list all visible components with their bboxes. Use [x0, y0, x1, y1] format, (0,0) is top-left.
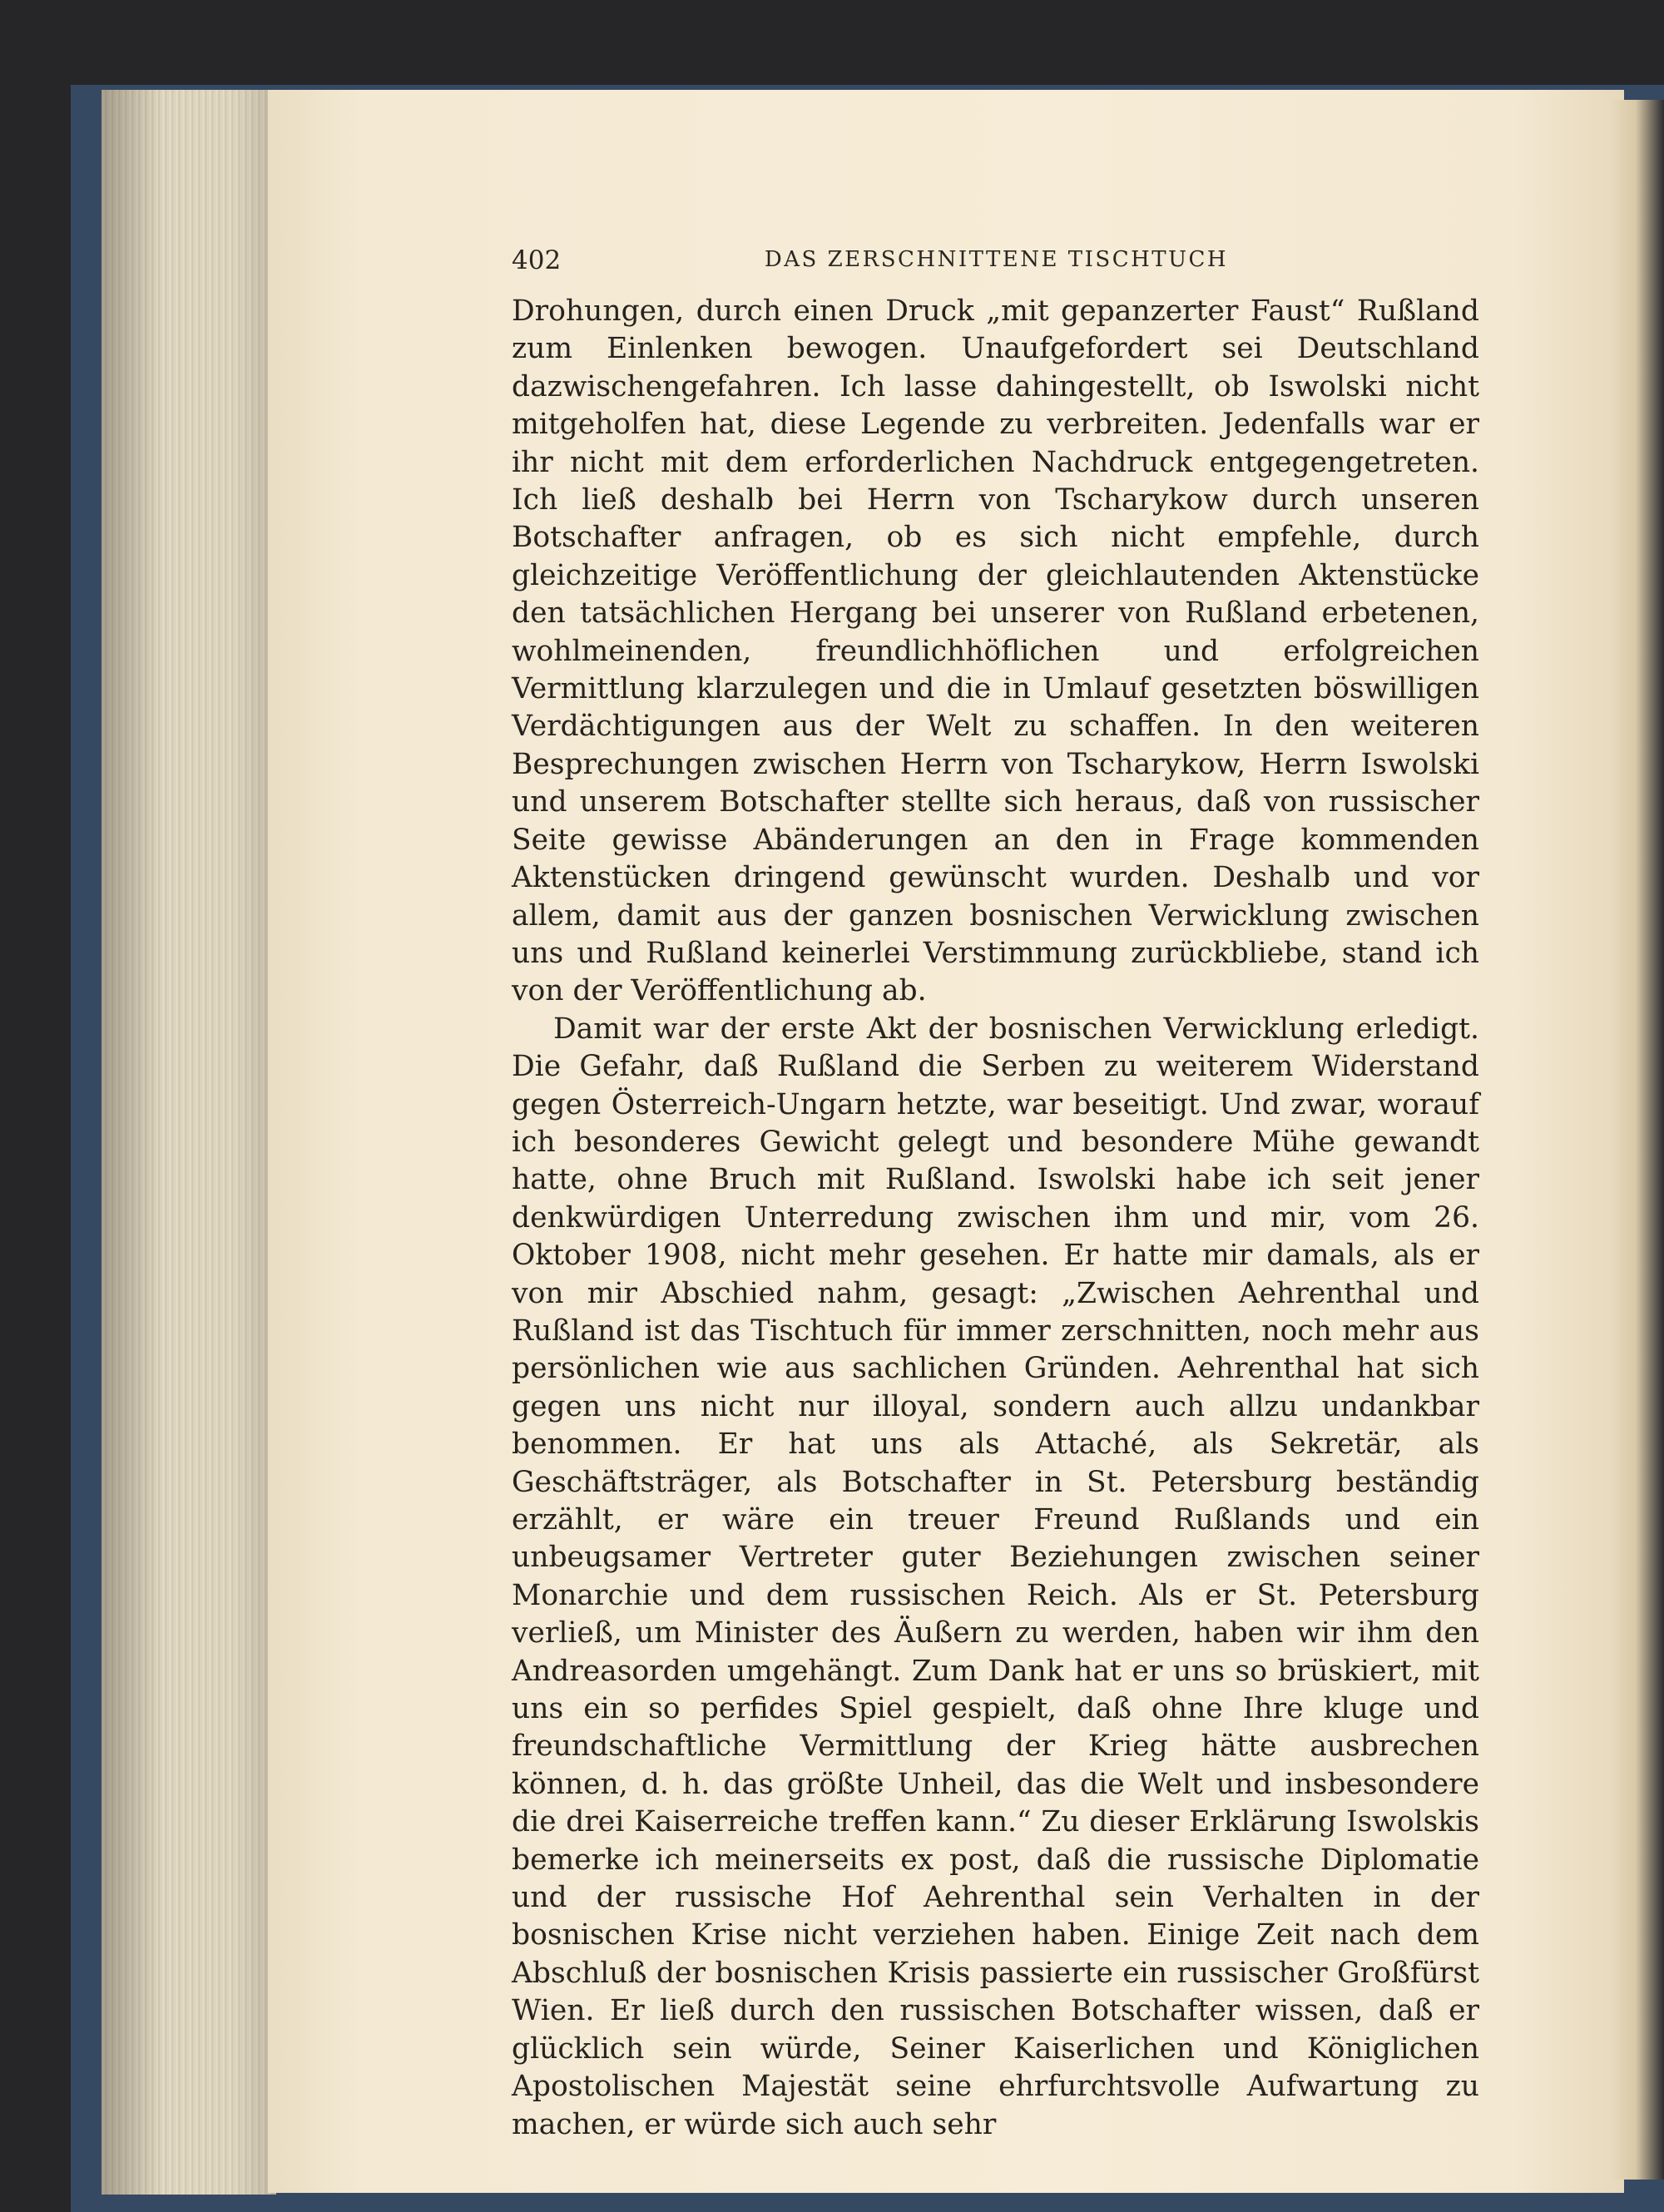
- paragraph: Drohungen, durch einen Druck „mit gepanzerter Faust“ Rußland zum Einlenken bewogen. Unaufgefordert sei Deutschland dazwischengefahren. Ich lasse dahingestellt, ob Iswolski nicht mitgeholfen hat, diese Legende zu verbreiten. Jedenfalls war er ihr nicht mit dem erforderlichen Nachdruck entgegengetreten. Ich ließ deshalb bei Herrn von Tscharykow durch unseren Botschafter anfragen, ob es sich nicht empfehle, durch gleichzeitige Veröffentlichung der gleichlautenden Aktenstücke den tatsächlichen Hergang bei unserer von Rußland erbetenen, wohlmeinenden, freundlichhöflichen und erfolgreichen Vermittlung klarzulegen und die in Umlauf gesetzten böswilligen Verdächtigungen aus der Welt zu schaffen. In den weiteren Besprechungen zwischen Herrn von Tscharykow, Herrn Iswolski und unserem Botschafter stellte sich heraus, daß von russischer Seite gewisse Abänderungen an den in Frage kommenden Aktenstücken dringend gewünscht wurden. Deshalb und vor allem, damit aus der ganzen bosnischen Verwicklung zwischen uns und Rußland keinerlei Verstimmung zurückbliebe, stand ich von der Veröffentlichung ab.: [512, 294, 1479, 1008]
- body-text: [512, 293, 1479, 2144]
- paragraph: Damit war der erste Akt der bosnischen Verwicklung erledigt. Die Gefahr, daß Rußland die Serben zu weiterem Widerstand gegen Österreich-Ungarn hetzte, war beseitigt. Und zwar, worauf ich besonderes Gewicht gelegt und besondere Mühe gewandt hatte, ohne Bruch mit Rußland. Iswolski habe ich seit jener denkwürdigen Unterredung zwischen ihm und mir, vom 26. Oktober 1908, nicht mehr gesehen. Er hatte mir damals, als er von mir Abschied nahm, gesagt: „Zwischen Aehrenthal und Rußland ist das Tischtuch für immer zerschnitten, noch mehr aus persönlichen wie aus sachlichen Gründen. Aehrenthal hat sich gegen uns nicht nur illoyal, sondern auch allzu undankbar benommen. Er hat uns als Attaché, als Sekretär, als Geschäftsträger, als Botschafter in St. Petersburg beständig erzählt, er wäre ein treuer Freund Rußlands und ein unbeugsamer Vertreter guter Beziehungen zwischen seiner Monarchie und dem russischen Reich. Als er St. Petersburg verließ, um Minister des Äußern zu werden, haben wir ihm den Andreasorden umgehängt. Zum Dank hat er uns so brüskiert, mit uns ein so perfides Spiel gespielt, daß ohne Ihre kluge und freundschaftliche Vermittlung der Krieg hätte ausbrechen können, d. h. das größte Unheil, das die Welt und insbesondere die drei Kaiserreiche treffen kann.“ Zu dieser Erklärung Iswolskis bemerke ich meinerseits ex post, daß die russische Diplomatie und der russische Hof Aehrenthal sein Verhalten in der bosnischen Krise nicht verziehen haben. Einige Zeit nach dem Abschluß der bosnischen Krisis passierte ein russischer Großfürst Wien. Er ließ durch den russischen Botschafter wissen, daß er glücklich sein würde, Seiner Kaiserlichen und Königlichen Apostolischen Majestät seine ehrfurchtsvolle Aufwartung zu machen, er würde sich auch sehr: [512, 1012, 1479, 2141]
- page-gutter: [1607, 100, 1664, 2180]
- page-header: [512, 245, 1481, 279]
- running-head: DAS ZERSCHNITTENE TISCHTUCH: [764, 247, 1229, 272]
- page-edges: [102, 90, 276, 2195]
- page-number: 402: [512, 245, 562, 275]
- page-edges-shade: [102, 90, 276, 2195]
